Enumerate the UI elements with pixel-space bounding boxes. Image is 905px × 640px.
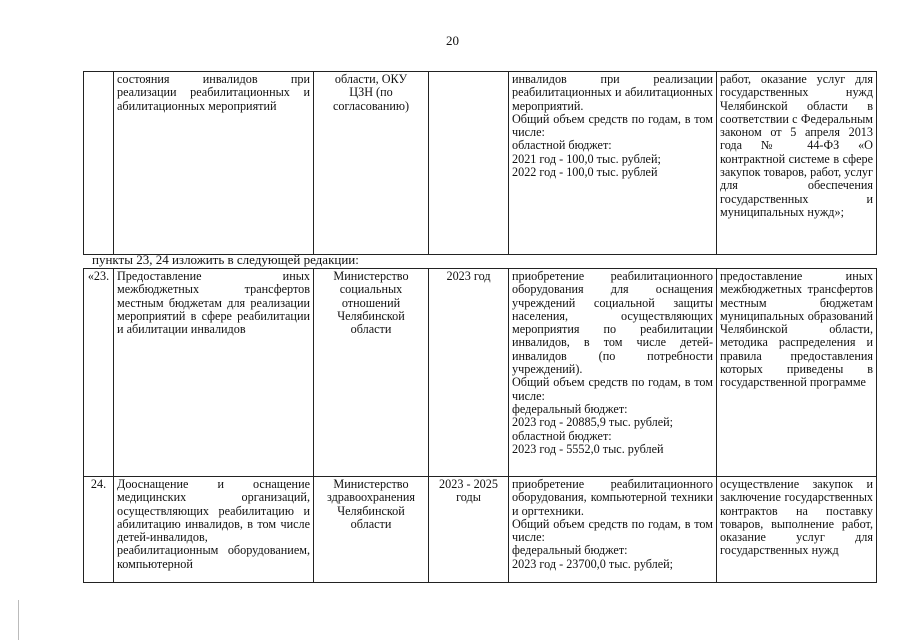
- content-line: приобретение реабилитационного оборудования для оснащения учреждений социальной защиты населения, осуществляющих мероприятия по реабилитации инвалидов, в том числе детей-инвалидов (по потребности учреждений).: [512, 269, 713, 377]
- row-number-cell: 24.: [84, 477, 114, 583]
- responsible-line: согласованию): [332, 98, 410, 113]
- responsible-line: социальных: [339, 282, 403, 297]
- content-line: Общий объем средств по годам, в том числе:: [512, 111, 713, 140]
- content-line: областной бюджет:: [512, 428, 612, 443]
- event-cell: состояния инвалидов при реализации реабилитационных и абилитационных мероприятий: [114, 72, 314, 255]
- content-line: 2022 год - 100,0 тыс. рублей: [512, 165, 658, 180]
- content-line: Общий объем средств по годам, в том числе:: [512, 375, 713, 403]
- content-cell: [509, 477, 717, 583]
- period-cell: [429, 72, 509, 255]
- page-number: 20: [446, 33, 459, 48]
- period-line: годы: [456, 490, 481, 505]
- responsible-line: Челябинской: [337, 503, 405, 518]
- content-line: Общий объем средств по годам, в том числе:: [512, 516, 713, 545]
- continuation-table: [83, 71, 877, 255]
- content-line: федеральный бюджет:: [512, 401, 628, 416]
- responsible-line: ЦЗН (по: [349, 85, 393, 100]
- content-line: 2023 год - 20885,9 тыс. рублей;: [512, 415, 674, 430]
- event-cell: Предоставление иных межбюджетных трансфертов местным бюджетам для реализации мероприятий в сфере реабилитации и абилитации инвалидов: [114, 269, 314, 477]
- responsible-line: области, ОКУ: [334, 72, 408, 86]
- content-line: федеральный бюджет:: [512, 543, 628, 558]
- responsible-line: области: [350, 516, 392, 531]
- responsible-cell: [314, 477, 429, 583]
- content-line: инвалидов при реализации реабилитационных и абилитационных мероприятий.: [512, 72, 713, 113]
- content-line: 2023 год - 5552,0 тыс. рублей: [512, 441, 664, 456]
- mechanism-cell: работ, оказание услуг для государственных нужд Челябинской области в соответствии с Федеральным законом от 5 апреля 2013 года № 44-ФЗ «О контрактной системе в сфере закупок товаров, работ, услуг для обеспечения государственных и муниципальных нужд»;: [717, 72, 877, 255]
- event-cell: Дооснащение и оснащение медицинских организаций, осуществляющих реабилитацию и абилитацию инвалидов, в том числе детей-инвалидов, реабилитационным оборудованием, компьютерной: [114, 477, 314, 583]
- responsible-line: Министерство: [333, 269, 409, 283]
- responsible-line: здравоохранения: [326, 490, 416, 505]
- row-number-cell: [84, 72, 114, 255]
- period-line: 2023 - 2025: [439, 477, 498, 491]
- table-row: [84, 477, 877, 583]
- table-row: [84, 269, 877, 477]
- amendment-instruction: пункты 23, 24 изложить в следующей редакции:: [92, 252, 359, 267]
- table-row: [84, 72, 877, 255]
- content-line: областной бюджет:: [512, 138, 612, 153]
- responsible-cell: [314, 72, 429, 255]
- responsible-line: области: [350, 322, 392, 337]
- mechanism-cell: предоставление иных межбюджетных трансфертов местным бюджетам муниципальных образований Челябинской области, методика распределения и правила предоставления которых приведены в государственной программе: [717, 269, 877, 477]
- period-cell: [429, 477, 509, 583]
- amended-items-table: [83, 268, 877, 583]
- content-line: 2023 год - 23700,0 тыс. рублей;: [512, 556, 674, 571]
- period-cell: 2023 год: [429, 269, 509, 477]
- responsible-line: Челябинской: [337, 308, 405, 323]
- scan-edge-line: [18, 600, 19, 640]
- responsible-cell: [314, 269, 429, 477]
- content-cell: [509, 72, 717, 255]
- mechanism-cell: осуществление закупок и заключение государственных контрактов на поставку товаров, выполнение работ, оказание услуг для государственных нужд: [717, 477, 877, 583]
- row-number-cell: «23.: [84, 269, 114, 477]
- responsible-line: отношений: [341, 295, 401, 310]
- content-line: приобретение реабилитационного оборудования, компьютерной техники и оргтехники.: [512, 477, 713, 518]
- content-cell: [509, 269, 717, 477]
- responsible-line: Министерство: [333, 477, 409, 491]
- content-line: 2021 год - 100,0 тыс. рублей;: [512, 151, 661, 166]
